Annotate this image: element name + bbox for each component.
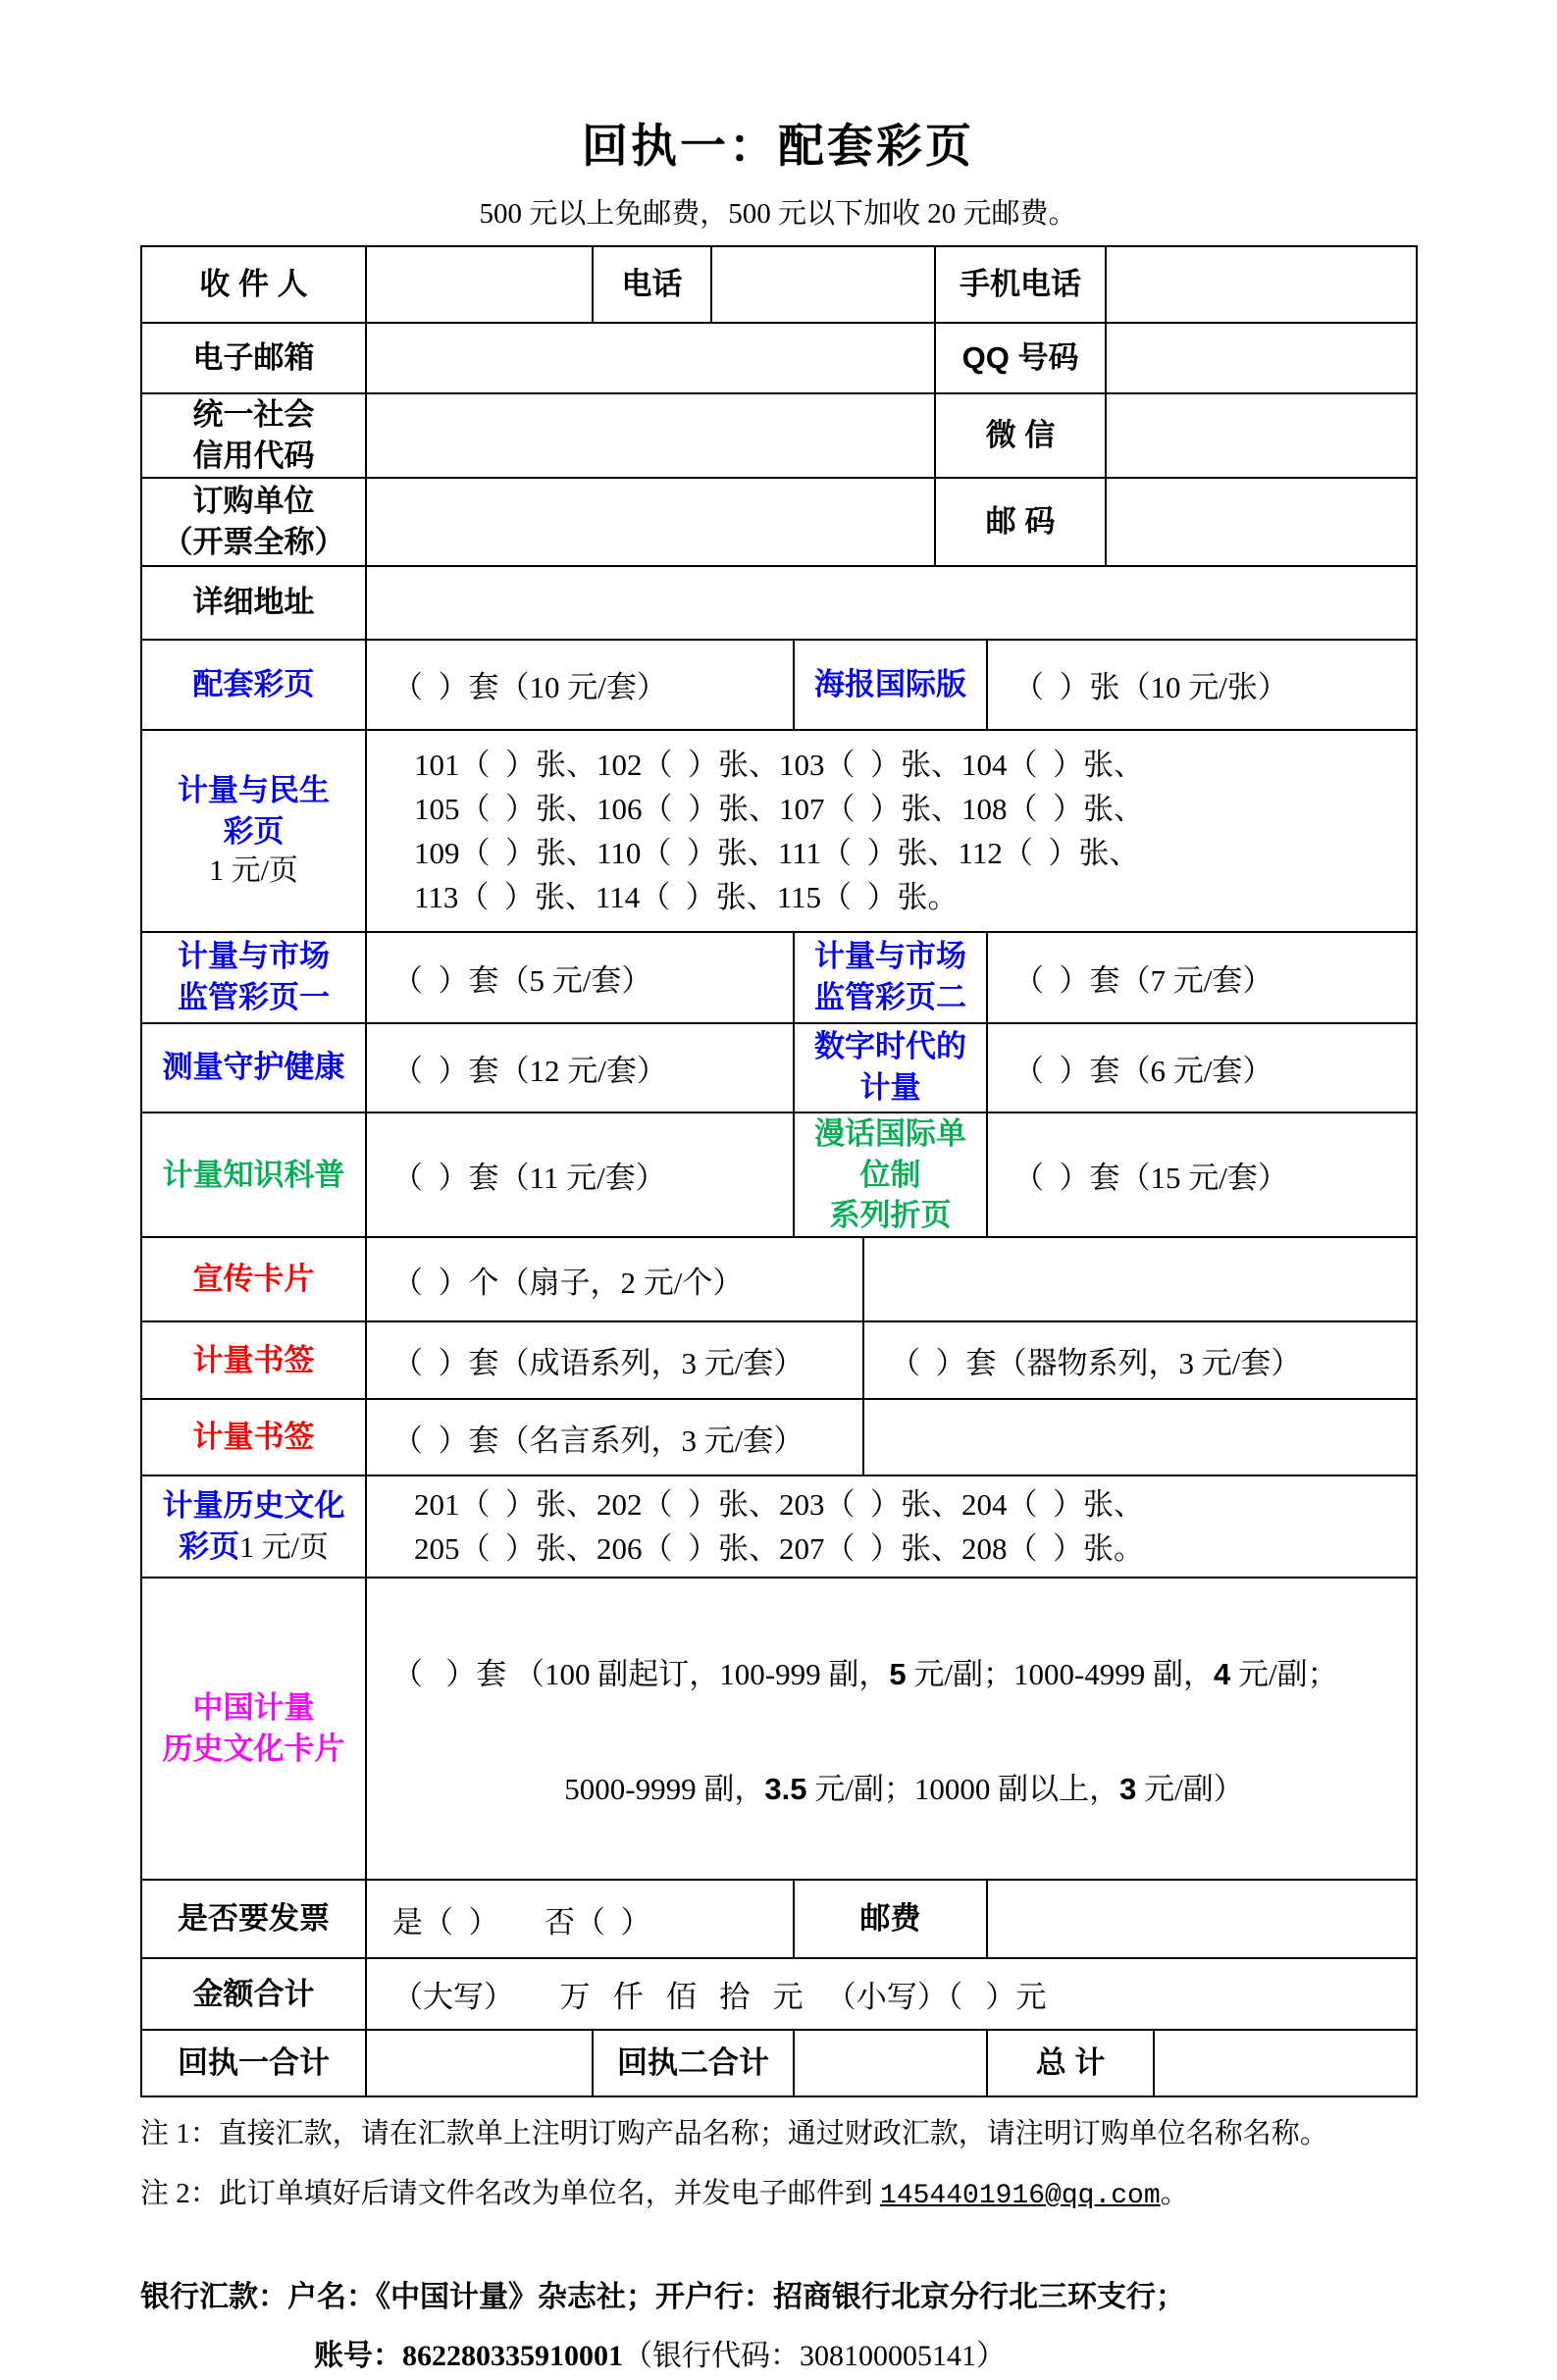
metrology-livelihood-label-line2: 彩页	[223, 813, 285, 849]
card-seg-3: 元/副；	[1230, 1657, 1338, 1692]
note-2	[140, 2171, 1416, 2219]
si-comics-line3: 系列折页	[829, 1198, 952, 1233]
address-label: 详细地址	[141, 566, 366, 640]
intl-poster-qty-cell[interactable]: （ ）张（10 元/张）	[987, 640, 1417, 730]
bank-info-section	[140, 2274, 1416, 2380]
history-cards-price-line1	[392, 1649, 1416, 1693]
promo-cards-empty-cell	[863, 1237, 1417, 1321]
note-2-text: 注 2：此订单填好后请文件名改为单位名，并发电子邮件到	[140, 2177, 881, 2209]
credit-code-label	[141, 393, 366, 478]
measurement-health-qty-cell[interactable]: （ ）套（12 元/套）	[366, 1023, 794, 1112]
livelihood-line-3: 109（ ）张、110（ ）张、111（ ）张、112（ ）张、	[414, 835, 1140, 870]
recipient-label: 收 件 人	[141, 246, 366, 323]
row-bookmarks-1	[141, 1321, 1417, 1399]
market-regulation-2-line2: 监管彩页二	[814, 980, 967, 1015]
page-title: 回执一：配套彩页	[582, 120, 974, 172]
address-input-cell[interactable]	[366, 566, 1417, 640]
measurement-health-label: 测量守护健康	[141, 1023, 366, 1112]
card-price-4: 4	[1214, 1657, 1231, 1692]
qq-input-cell[interactable]	[1106, 323, 1417, 393]
card-seg-6: 元/副）	[1136, 1772, 1244, 1807]
receipt2-total-label: 回执二合计	[593, 2030, 794, 2096]
bookmarks-artifact-qty-cell[interactable]: （ ）套（器物系列，3 元/套）	[863, 1321, 1417, 1399]
history-cards-line2: 历史文化卡片	[162, 1732, 345, 1767]
card-seg-4: 5000-9999 副，	[564, 1772, 765, 1807]
card-seg-2: 元/副；1000-4999 副，	[906, 1657, 1215, 1692]
mobile-input-cell[interactable]	[1106, 246, 1417, 323]
mobile-label: 手机电话	[935, 246, 1106, 323]
digital-era-qty-cell[interactable]: （ ）套（6 元/套）	[987, 1023, 1417, 1112]
row-organization	[141, 478, 1417, 566]
bank-account-label: 账号：	[314, 2339, 402, 2372]
wechat-input-cell[interactable]	[1106, 393, 1417, 478]
livelihood-line-2: 105（ ）张、106（ ）张、107（ ）张、108（ ）张、	[414, 791, 1144, 826]
bookmarks-2-empty-cell	[863, 1399, 1417, 1475]
postcode-label: 邮 码	[935, 478, 1106, 566]
order-table	[140, 245, 1418, 2097]
postage-label: 邮费	[794, 1880, 987, 1958]
email-label: 电子邮箱	[141, 323, 366, 393]
credit-code-label-line1: 统一社会	[192, 397, 315, 433]
history-cards-qty-cell[interactable]	[366, 1578, 1417, 1880]
row-invoice	[141, 1880, 1417, 1958]
bank-account-holder: 户名：《中国计量》杂志社；开户行：招商银行北京分行北三环支行；	[287, 2280, 1185, 2313]
invoice-choice-cell[interactable]: 是（ ） 否（ ）	[366, 1880, 794, 1958]
row-promo-cards	[141, 1237, 1417, 1321]
notes-section	[140, 2111, 1416, 2218]
grand-total-input-cell[interactable]	[1154, 2030, 1417, 2096]
row-science	[141, 1112, 1417, 1238]
history-line-1: 201（ ）张、202（ ）张、203（ ）张、204（ ）张、	[414, 1487, 1144, 1523]
history-cards-label	[141, 1578, 366, 1880]
metrology-livelihood-label	[141, 730, 366, 932]
history-line-2: 205（ ）张、206（ ）张、207（ ）张、208（ ）张。	[414, 1531, 1144, 1567]
bank-line-2	[314, 2333, 1416, 2380]
bank-code: （银行代码：308100005141）	[623, 2339, 1006, 2372]
market-regulation-1-line2: 监管彩页一	[178, 980, 330, 1015]
card-seg-5: 元/副；10000 副以上，	[806, 1772, 1120, 1807]
receipt1-total-label: 回执一合计	[141, 2030, 366, 2096]
color-pages-qty-cell[interactable]: （ ）套（10 元/套）	[366, 640, 794, 730]
row-recipient	[141, 246, 1417, 323]
phone-label: 电话	[593, 246, 711, 323]
metrology-livelihood-label-line1: 计量与民生	[178, 772, 330, 807]
bank-line-1	[140, 2274, 1416, 2321]
market-regulation-1-line1: 计量与市场	[178, 939, 330, 974]
row-credit-code	[141, 393, 1417, 478]
market-regulation-2-line1: 计量与市场	[814, 939, 967, 974]
promo-cards-label: 宣传卡片	[141, 1237, 366, 1321]
bookmarks-idiom-qty-cell[interactable]: （ ）套（成语系列，3 元/套）	[366, 1321, 863, 1399]
row-metrology-livelihood	[141, 730, 1417, 932]
email-input-cell[interactable]	[366, 323, 935, 393]
market-regulation-2-qty-cell[interactable]: （ ）套（7 元/套）	[987, 932, 1417, 1023]
si-comics-qty-cell[interactable]: （ ）套（15 元/套）	[987, 1112, 1417, 1238]
market-regulation-1-qty-cell[interactable]: （ ）套（5 元/套）	[366, 932, 794, 1023]
card-price-3-5: 3.5	[764, 1772, 807, 1807]
grand-total-label: 总 计	[987, 2030, 1154, 2096]
postage-input-cell[interactable]	[987, 1880, 1417, 1958]
history-cards-line1: 中国计量	[192, 1690, 315, 1726]
recipient-input-cell[interactable]	[366, 246, 593, 323]
row-address	[141, 566, 1417, 640]
card-price-5: 5	[889, 1657, 907, 1692]
shipping-fee-note: 500 元以上免邮费，500 元以下加收 20 元邮费。	[479, 198, 1077, 231]
digital-era-line2: 计量	[859, 1070, 921, 1106]
intl-poster-label: 海报国际版	[794, 640, 987, 730]
row-color-pages	[141, 640, 1417, 730]
postcode-input-cell[interactable]	[1106, 478, 1417, 566]
row-market-regulation	[141, 932, 1417, 1023]
si-comics-line1: 漫话国际单	[814, 1115, 967, 1151]
row-email	[141, 323, 1417, 393]
bank-account-number: 862280335910001	[402, 2339, 623, 2372]
organization-input-cell[interactable]	[366, 478, 935, 566]
receipt1-total-input-cell[interactable]	[366, 2030, 593, 2096]
history-pages-price: 1 元/页	[239, 1530, 329, 1564]
order-form-page	[140, 0, 1416, 2380]
note-2-suffix: 。	[1160, 2177, 1189, 2209]
si-comics-line2: 位制	[859, 1157, 921, 1192]
promo-cards-qty-cell[interactable]: （ ）个（扇子，2 元/个）	[366, 1237, 863, 1321]
amount-total-label: 金额合计	[141, 1958, 366, 2030]
market-regulation-1-label	[141, 932, 366, 1023]
metrology-science-label: 计量知识科普	[141, 1112, 366, 1238]
card-price-3: 3	[1119, 1772, 1137, 1807]
qq-label: QQ 号码	[935, 323, 1106, 393]
livelihood-line-4: 113（ ）张、114（ ）张、115（ ）张。	[414, 879, 959, 914]
email-link[interactable]: 1454401916@qq.com	[880, 2180, 1161, 2211]
digital-era-line1: 数字时代的	[814, 1029, 967, 1064]
phone-input-cell[interactable]	[711, 246, 935, 323]
organization-label	[141, 478, 366, 566]
row-amount-total	[141, 1958, 1417, 2030]
bookmarks-2-label: 计量书签	[141, 1399, 366, 1475]
digital-era-label	[794, 1023, 987, 1112]
history-pages-label	[141, 1475, 366, 1578]
row-receipt-totals	[141, 2030, 1417, 2096]
receipt2-total-input-cell[interactable]	[794, 2030, 987, 2096]
metrology-livelihood-price: 1 元/页	[209, 854, 298, 888]
metrology-science-qty-cell[interactable]: （ ）套（11 元/套）	[366, 1112, 794, 1238]
history-cards-price-line2	[392, 1764, 1416, 1808]
history-pages-line1: 计量历史文化	[162, 1488, 345, 1524]
bookmarks-1-label: 计量书签	[141, 1321, 366, 1399]
note-1: 注 1：直接汇款，请在汇款单上注明订购产品名称；通过财政汇款，请注明订购单位名称名称。	[140, 2118, 1328, 2150]
credit-code-label-line2: 信用代码	[192, 438, 315, 473]
market-regulation-2-label	[794, 932, 987, 1023]
metrology-livelihood-qty-cell[interactable]	[366, 730, 1417, 932]
invoice-label: 是否要发票	[141, 1880, 366, 1958]
wechat-label: 微 信	[935, 393, 1106, 478]
row-history-cards	[141, 1578, 1417, 1880]
bank-transfer-label: 银行汇款：	[140, 2280, 287, 2313]
card-seg-1: （ ）套 （100 副起订，100-999 副，	[392, 1657, 890, 1692]
organization-label-line2: （开票全称）	[162, 524, 345, 559]
bookmarks-quote-qty-cell[interactable]: （ ）套（名言系列，3 元/套）	[366, 1399, 863, 1475]
amount-total-input-cell[interactable]: （大写） 万 仟 佰 拾 元 （小写）（ ）元	[366, 1958, 1417, 2030]
color-pages-label: 配套彩页	[141, 640, 366, 730]
row-history-pages	[141, 1475, 1417, 1578]
si-comics-label	[794, 1112, 987, 1238]
history-pages-qty-cell[interactable]	[366, 1475, 1417, 1578]
credit-code-input-cell[interactable]	[366, 393, 935, 478]
history-pages-line2	[142, 1526, 365, 1569]
row-bookmarks-2	[141, 1399, 1417, 1475]
row-health	[141, 1023, 1417, 1112]
organization-label-line1: 订购单位	[192, 483, 315, 518]
history-pages-line2-title: 彩页	[179, 1528, 240, 1564]
livelihood-line-1: 101（ ）张、102（ ）张、103（ ）张、104（ ）张、	[414, 747, 1144, 782]
